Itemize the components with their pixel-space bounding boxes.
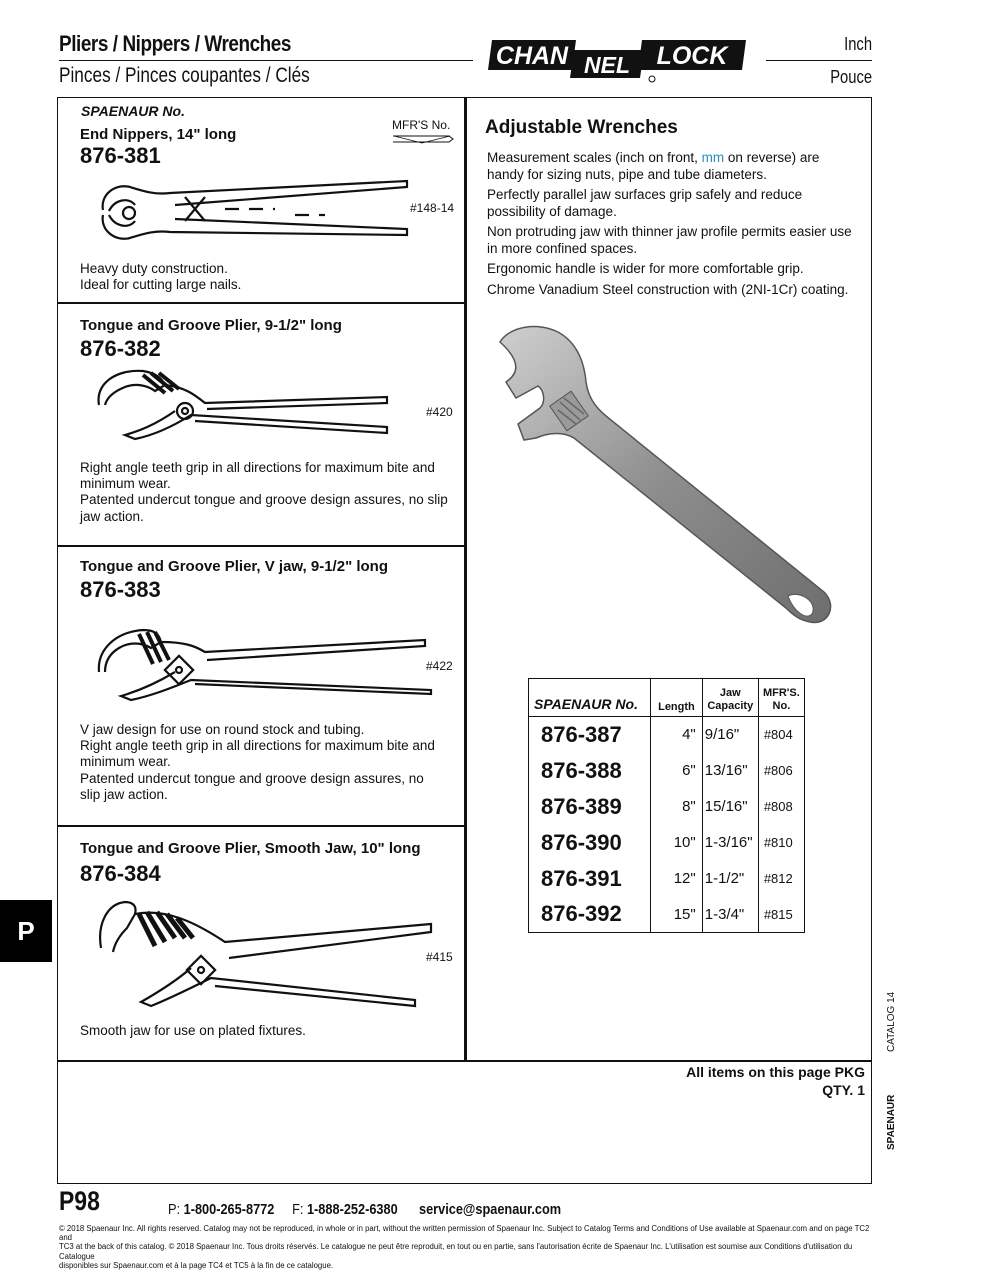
v-jaw-plier-image	[95, 622, 435, 707]
unit-inch: Inch	[844, 34, 872, 54]
mfr-number: #420	[426, 405, 453, 419]
column-divider	[464, 97, 467, 1062]
cell-jaw-capacity: 1-3/16"	[702, 825, 758, 861]
cell-mfr-no: #804	[758, 717, 804, 753]
product-number: 876-382	[80, 336, 161, 361]
col-header-mfr: MFR'S. No.	[758, 679, 804, 717]
cell-spaenaur-no: 876-391	[529, 861, 651, 897]
smooth-jaw-plier-image	[95, 898, 435, 1018]
bottom-divider	[57, 1060, 872, 1062]
table-row	[529, 789, 805, 825]
table-row	[529, 825, 805, 861]
product-title: End Nippers, 14" long	[80, 126, 237, 143]
cell-length: 6"	[651, 753, 703, 789]
catalog-label: CATALOG 14	[886, 991, 897, 1052]
cell-length: 4"	[651, 717, 703, 753]
wrench-spec-table	[528, 678, 805, 933]
feature-item: Perfectly parallel jaw surfaces grip safely and reduce possibility of damage.	[487, 187, 803, 219]
col-header-length: Length	[651, 679, 703, 717]
logo-nel: NEL	[584, 52, 630, 78]
cell-jaw-capacity: 9/16"	[702, 717, 758, 753]
header-rule-right	[766, 60, 872, 61]
cell-divider	[57, 545, 465, 547]
cell-jaw-capacity: 1-1/2"	[702, 861, 758, 897]
product-title: Tongue and Groove Plier, 9-1/2" long	[80, 317, 342, 334]
cell-mfr-no: #808	[758, 789, 804, 825]
product-title: Tongue and Groove Plier, Smooth Jaw, 10" long	[80, 840, 421, 857]
feature-item: Non protruding jaw with thinner jaw profile permits easier use in more confined spaces.	[487, 224, 852, 256]
logo-lock: LOCK	[656, 42, 728, 70]
feature-item: Measurement scales (inch on front, mm on reverse) are handy for sizing nuts, pipe and tube diameters.	[487, 150, 820, 182]
feature-list	[487, 150, 857, 298]
channellock-logo	[488, 36, 750, 86]
product-number: 876-381	[80, 143, 161, 168]
cell-mfr-no: #806	[758, 753, 804, 789]
product-number: 876-383	[80, 577, 161, 602]
page-title: Pliers / Nippers / Wrenches	[59, 31, 291, 56]
feature-item: Ergonomic handle is wider for more comfortable grip.	[487, 261, 804, 276]
mfr-number: #415	[426, 950, 453, 964]
product-description: V jaw design for use on round stock and tubing. Right angle teeth grip in all directions for maximum bite and minimum wear. Patented undercut tongue and groove design assures, no slip jaw action.	[80, 722, 435, 802]
cell-spaenaur-no: 876-389	[529, 789, 651, 825]
cell-mfr-no: #810	[758, 825, 804, 861]
cell-spaenaur-no: 876-390	[529, 825, 651, 861]
mfr-number: #422	[426, 659, 453, 673]
product-description: Smooth jaw for use on plated fixtures.	[80, 1023, 306, 1038]
contact-line: P: 1-800-265-8772 F: 1-888-252-6380 service@spaenaur.com	[168, 1201, 562, 1218]
cell-length: 10"	[651, 825, 703, 861]
cell-spaenaur-no: 876-387	[529, 717, 651, 753]
end-nippers-image	[95, 175, 415, 255]
pkg-note: All items on this page PKG QTY. 1	[686, 1064, 865, 1098]
cell-length: 8"	[651, 789, 703, 825]
product-number: 876-384	[80, 861, 161, 886]
table-row	[529, 717, 805, 753]
page-number: P98	[59, 1186, 100, 1216]
cell-jaw-capacity: 1-3/4"	[702, 897, 758, 933]
cell-divider	[57, 302, 465, 304]
product-description: Right angle teeth grip in all directions for maximum bite and minimum wear. Patented undercut tongue and groove design assures, no slip jaw action.	[80, 460, 448, 524]
spaenaur-no-label: SPAENAUR No.	[81, 103, 185, 119]
unit-pouce: Pouce	[830, 67, 872, 87]
feature-item: Chrome Vanadium Steel construction with (2NI-1Cr) coating.	[487, 281, 849, 297]
fax-number[interactable]: 1-888-252-6380	[306, 1201, 398, 1218]
adjustable-wrenches-title: Adjustable Wrenches	[485, 117, 678, 138]
spaenaur-side-logo: SPAENAUR	[886, 1094, 897, 1150]
col-header-spaenaur: SPAENAUR No.	[529, 679, 651, 717]
table-header-row	[529, 679, 805, 717]
tongue-groove-plier-image	[95, 365, 395, 450]
col-header-jaw: Jaw Capacity	[702, 679, 758, 717]
cell-mfr-no: #815	[758, 897, 804, 933]
header-rule-left	[59, 60, 473, 61]
table-row	[529, 861, 805, 897]
cell-divider	[57, 825, 465, 827]
product-title: Tongue and Groove Plier, V jaw, 9-1/2" long	[80, 558, 389, 575]
cell-jaw-capacity: 13/16"	[702, 753, 758, 789]
legal-notice: © 2018 Spaenaur Inc. All rights reserved. Catalog may not be reproduced, in whole or in part, without the written permission of Spaenaur Inc. Subject to Catalog Terms and Conditions of Use available at Spaenaur.com and on page TC2 and TC3 at the back of this catalog. © 2018 Spaenaur Inc. Tous droits réservés. Le catalogue ne peut être reproduit, en tout ou en partie, sans l'autorisation écrite de Spaenaur Inc. L'utilisation est soumise aux Conditions d'utilisation du Catalogue disponibles sur Spaenaur.com et à la page TC4 et TC5 à la fin de ce catalogue.	[59, 1224, 870, 1270]
cell-mfr-no: #812	[758, 861, 804, 897]
phone-number[interactable]: 1-800-265-8772	[183, 1201, 275, 1218]
mfr-number: #148-14	[410, 201, 455, 215]
email-link[interactable]: service@spaenaur.com	[418, 1201, 562, 1218]
mfr-arrow-icon	[392, 132, 454, 150]
page-title-fr: Pinces / Pinces coupantes / Clés	[59, 64, 310, 87]
section-tab-p[interactable]: P	[0, 900, 52, 962]
product-description: Heavy duty construction. Ideal for cutting large nails.	[80, 261, 242, 293]
logo-chan: CHAN	[495, 42, 569, 70]
table-row	[529, 897, 805, 933]
cell-length: 15"	[651, 897, 703, 933]
cell-jaw-capacity: 15/16"	[702, 789, 758, 825]
mfr-no-label: MFR'S No.	[392, 118, 451, 132]
cell-spaenaur-no: 876-388	[529, 753, 651, 789]
adjustable-wrench-image	[488, 320, 848, 645]
cell-length: 12"	[651, 861, 703, 897]
cell-spaenaur-no: 876-392	[529, 897, 651, 933]
table-row	[529, 753, 805, 789]
